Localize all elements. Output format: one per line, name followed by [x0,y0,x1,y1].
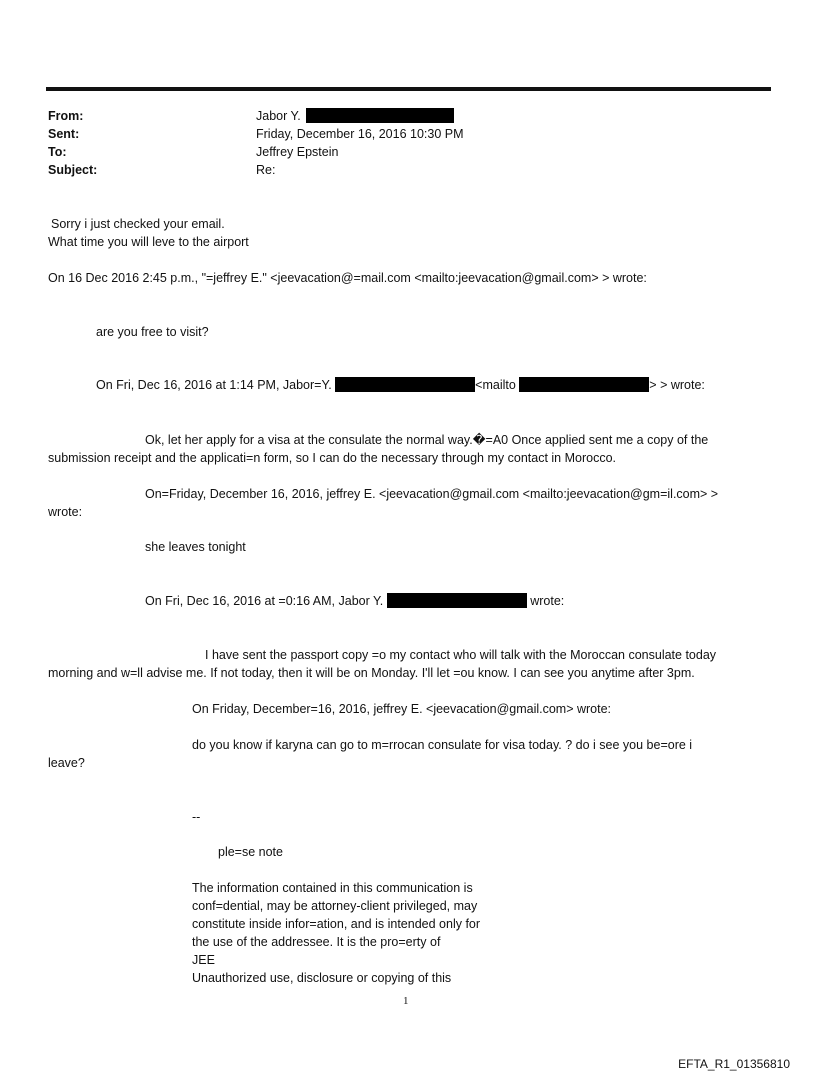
to-value: Jeffrey Epstein [256,145,339,159]
from-name: Jabor Y. [256,109,301,123]
quote-header-4-b: wrote: [530,594,565,608]
body-line-2: What time you will leve to the airport [48,235,249,249]
quote-text-4b: morning and w=ll advise me. If not today, then it will be on Monday. I'll let =ou know. I can see you anytime after 3pm. [48,666,695,680]
quote-header-4-a: On Fri, Dec 16, 2016 at =0:16 AM, Jabor Y. [145,594,384,608]
quote-text-1: are you free to visit? [96,325,209,339]
quote-header-2-a: On Fri, Dec 16, 2016 at 1:14 PM, Jabor=Y. [96,378,332,392]
from-value [256,107,454,125]
quote-header-2-b: <mailto [475,378,516,392]
body-line-1: Sorry i just checked your email. [51,217,225,231]
quote-header-2 [96,377,705,394]
quote-header-4 [145,593,564,610]
quote-text-5a: do you know if karyna can go to m=rrocan consulate for visa today. ? do i see you be=ore i [192,738,693,752]
quote-header-3: On=Friday, December 16, 2016, jeffrey E. <jeevacation@gmail.com <mailto:jeevacation@gm=il.com> > [145,487,719,501]
sent-label: Sent: [48,127,80,141]
subject-label: Subject: [48,163,98,177]
disclaimer-line-3: constitute inside infor=ation, and is intended only for [192,917,481,931]
disclaimer-line-2: conf=dential, may be attorney-client privileged, may [192,899,478,913]
subject-value: Re: [256,163,276,177]
redaction-block [335,377,475,392]
quote-text-4a: I have sent the passport copy =o my contact who will talk with the Moroccan consulate today [205,648,717,662]
quote-text-5b: leave? [48,756,85,770]
signature-dash: -- [192,810,201,824]
quote-header-5: On Friday, December=16, 2016, jeffrey E. <jeevacation@gmail.com> wrote: [192,702,612,716]
quote-text-2b: submission receipt and the applicati=n form, so I can do the necessary through my contact in Morocco. [48,451,616,465]
from-label: From: [48,109,84,123]
document-id: EFTA_R1_01356810 [678,1057,790,1071]
redaction-block [387,593,527,608]
disclaimer-line-1: The information contained in this communication is [192,881,473,895]
redaction-block [306,108,454,123]
sent-value: Friday, December 16, 2016 10:30 PM [256,127,464,141]
header-rule [46,87,771,91]
disclaimer-line-4: the use of the addressee. It is the pro=erty of [192,935,441,949]
quote-header-2-c: > > wrote: [649,378,705,392]
signature-note: ple=se note [218,845,283,859]
quote-text-3: she leaves tonight [145,540,246,554]
quote-text-2a: Ok, let her apply for a visa at the consulate the normal way.�=A0 Once applied sent me a copy of the [145,433,709,447]
redaction-block [519,377,649,392]
quote-header-1: On 16 Dec 2016 2:45 p.m., "=jeffrey E." <jeevacation@=mail.com <mailto:jeevacation@gmail.com> > wrote: [48,271,647,285]
to-label: To: [48,145,67,159]
disclaimer-line-5: JEE [192,953,215,967]
page-number: 1 [403,995,409,1007]
quote-header-3-wrote: wrote: [48,505,83,519]
disclaimer-line-6: Unauthorized use, disclosure or copying of this [192,971,452,985]
